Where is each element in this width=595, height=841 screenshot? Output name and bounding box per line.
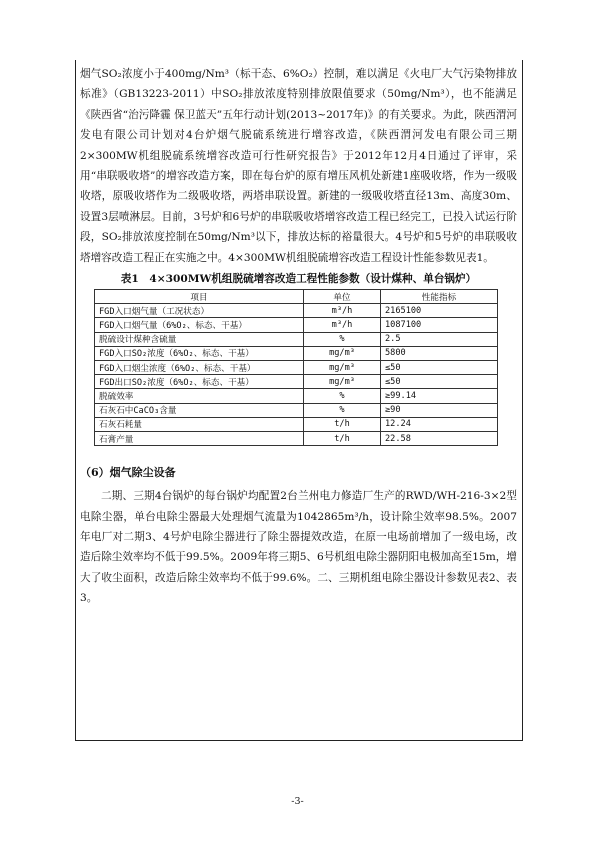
row-item: 石灰石中CaCO₃含量 xyxy=(95,403,304,417)
row-item: FGD入口SO₂浓度（6%O₂、标态、干基） xyxy=(95,346,304,360)
table-row xyxy=(95,304,498,318)
table-row xyxy=(95,346,498,360)
row-unit: mg/m³ xyxy=(304,346,381,360)
row-unit: mg/m³ xyxy=(304,375,381,389)
row-unit: m³/h xyxy=(304,318,381,332)
row-unit: % xyxy=(304,389,381,403)
header-unit: 单位 xyxy=(304,290,381,304)
row-value: ≤50 xyxy=(381,375,498,389)
row-item: 石膏产量 xyxy=(95,431,304,445)
row-value: ≤50 xyxy=(381,361,498,375)
table-row xyxy=(95,417,498,431)
section-heading: （6）烟气除尘设备 xyxy=(80,466,176,480)
row-unit: m³/h xyxy=(304,304,381,318)
row-unit: t/h xyxy=(304,431,381,445)
document-body xyxy=(80,64,517,609)
header-item: 项目 xyxy=(95,290,304,304)
row-value: 22.58 xyxy=(381,431,498,445)
row-unit: % xyxy=(304,403,381,417)
table-row xyxy=(95,403,498,417)
row-item: FGD入口烟气量（6%O₂、标态、干基） xyxy=(95,318,304,332)
intro-paragraph: 烟气SO₂浓度小于400mg/Nm³（标干态、6%O₂）控制，难以满足《火电厂大气污染物排放标准》（GB13223-2011）中SO₂排放浓度特别排放限值要求（50mg/Nm³），也不能满足《陕西省“治污降霾 保卫蓝天”五年行动计划(2013~2017年)》的有关要求。为此，陕西渭河发电有限公司计划对4台炉烟气脱硫系统进行增容改造，《陕西渭河发电有限公司三期2×300MW机组脱硫系统增容改造可行性研究报告》于2012年12月4日通过了评审，采用“串联吸收塔”的增容改造方案，即在每台炉的原有增压风机处新建1座吸收塔，作为一级吸收塔，原吸收塔作为二级吸收塔，两塔串联设置。新建的一级吸收塔直径13m、高度30m、设置3层喷淋层。目前，3号炉和6号炉的串联吸收塔增容改造工程已经完工，已投入试运行阶段，SO₂排放浓度控制在50mg/Nm³以下，排放达标的裕量很大。4号炉和5号炉的串联吸收塔增容改造工程正在实施之中。4×300MW机组脱硫增容改造工程设计性能参数见表1。 xyxy=(80,68,517,264)
table-row xyxy=(95,318,498,332)
row-item: 脱硫设计煤种含硫量 xyxy=(95,332,304,346)
row-value: 2165100 xyxy=(381,304,498,318)
dust-removal-paragraph: 二期、三期4台锅炉的每台锅炉均配置2台兰州电力修造厂生产的RWD/WH-216-3×2型电除尘器，单台电除尘器最大处理烟气流量为1042865m³/h，设计除尘效率98.5%。2007年电厂对二期3、4号炉电除尘器进行了除尘器提效改造，在原一电场前增加了一级电场，改造后除尘效率均不低于99.5%。2009年将三期5、6号机组电除尘器阴阳电极加高至15m，增大了收尘面积，改造后除尘效率均不低于99.6%。二、三期机组电除尘器设计参数见表2、表3。 xyxy=(80,490,517,605)
table1 xyxy=(94,289,498,446)
row-item: FGD入口烟气量（工况状态） xyxy=(95,304,304,318)
table-row xyxy=(95,389,498,403)
row-value: 5800 xyxy=(381,346,498,360)
table-row xyxy=(95,431,498,445)
row-item: FGD出口SO₂浓度（6%O₂、标态、干基） xyxy=(95,375,304,389)
header-value: 性能指标 xyxy=(381,290,498,304)
table-header-row xyxy=(95,290,498,304)
table1-caption: 表1 4×300MW机组脱硫增容改造工程性能参数（设计煤种、单台锅炉） xyxy=(120,273,477,286)
table-row xyxy=(95,332,498,346)
row-unit: t/h xyxy=(304,417,381,431)
row-value: ≥90 xyxy=(381,403,498,417)
row-item: FGD入口烟尘浓度（6%O₂、标态、干基） xyxy=(95,361,304,375)
row-value: 1087100 xyxy=(381,318,498,332)
table-row xyxy=(95,375,498,389)
row-unit: % xyxy=(304,332,381,346)
row-item: 脱硫效率 xyxy=(95,389,304,403)
row-item: 石灰石耗量 xyxy=(95,417,304,431)
page-number: -3- xyxy=(291,796,304,807)
table-row xyxy=(95,361,498,375)
row-unit: mg/m³ xyxy=(304,361,381,375)
row-value: 12.24 xyxy=(381,417,498,431)
row-value: 2.5 xyxy=(381,332,498,346)
row-value: ≥99.14 xyxy=(381,389,498,403)
